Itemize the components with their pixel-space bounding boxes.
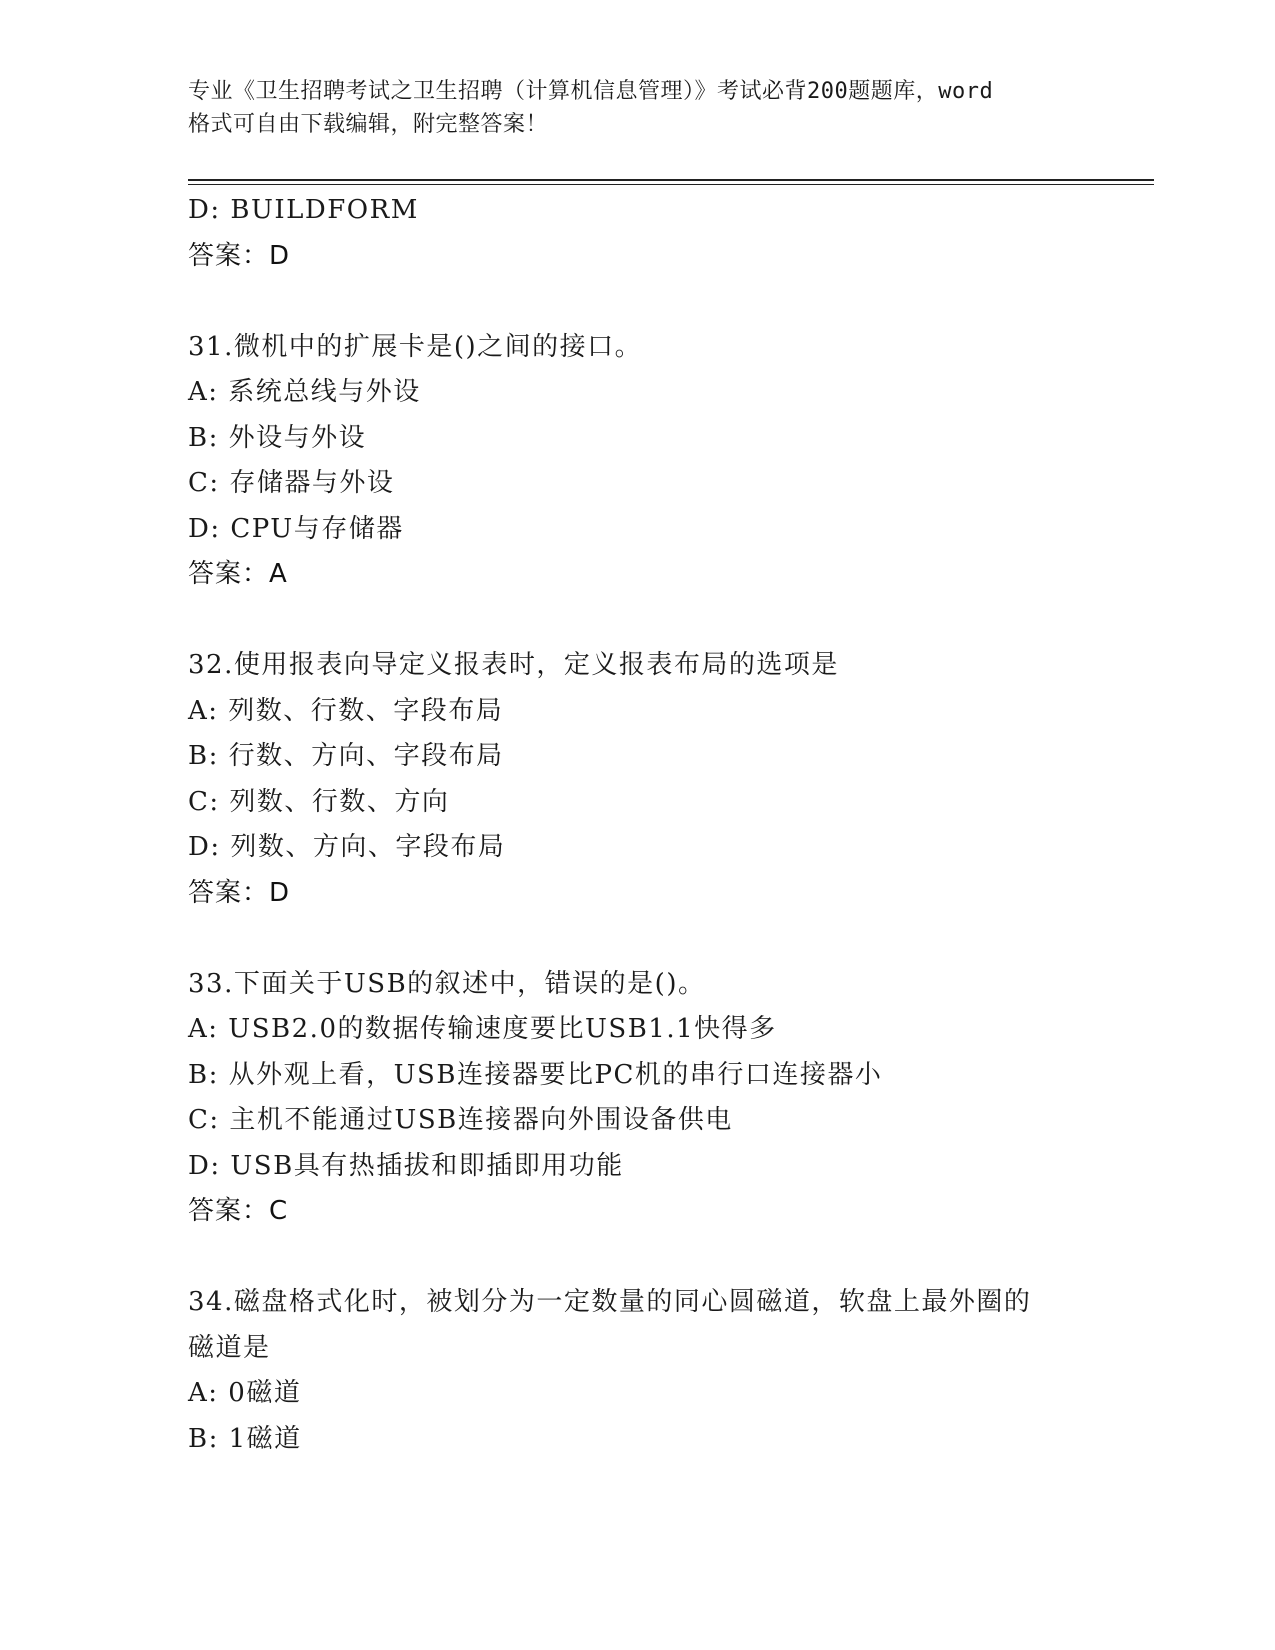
question-stem-line-1: 34.磁盘格式化时，被划分为一定数量的同心圆磁道，软盘上最外圈的 [188,1287,1032,1317]
option-a: A: 0磁道 [188,1378,302,1408]
header-divider-thick [188,179,1154,181]
option-c: C: 列数、行数、方向 [188,786,450,817]
question-32 [188,643,1148,916]
option-a: A: 列数、行数、字段布局 [188,695,504,726]
option-a: A: 系统总线与外设 [188,377,421,407]
option-d: D: BUILDFORM [188,195,419,225]
option-b: B: 从外观上看，USB连接器要比PC机的串行口连接器小 [188,1059,883,1090]
header-line-1: 专业《卫生招聘考试之卫生招聘（计算机信息管理）》考试必背200题题库，word [188,79,994,104]
document-header [188,75,1088,141]
question-stem: 33.下面关于USB的叙述中，错误的是()。 [188,968,706,999]
spacer [188,279,1148,325]
question-stem: 32.使用报表向导定义报表时，定义报表布局的选项是 [188,650,839,680]
option-b: B: 行数、方向、字段布局 [188,741,504,771]
header-line-2: 格式可自由下载编辑，附完整答案！ [188,112,549,137]
question-31 [188,325,1148,598]
spacer [188,1235,1148,1281]
option-c: C: 主机不能通过USB连接器向外围设备供电 [188,1105,733,1135]
spacer [188,598,1148,644]
header-divider-thin [188,184,1154,185]
question-stem: 31.微机中的扩展卡是()之间的接口。 [188,331,643,362]
question-stem-line-2: 磁道是 [188,1332,271,1363]
option-b: B: 外设与外设 [188,422,367,453]
option-d: D: 列数、方向、字段布局 [188,832,506,862]
option-a: A: USB2.0的数据传输速度要比USB1.1快得多 [188,1014,777,1044]
question-stem [188,1280,1148,1371]
option-b: B: 1磁道 [188,1423,302,1454]
answer-line: 答案：D [188,877,291,908]
question-34 [188,1280,1148,1462]
option-d: D: CPU与存储器 [188,513,404,544]
question-list [188,188,1148,1462]
answer-line: 答案：A [188,559,288,589]
question-33 [188,962,1148,1235]
option-c: C: 存储器与外设 [188,468,395,498]
option-d: D: USB具有热插拔和即插即用功能 [188,1150,624,1181]
answer-line: 答案：C [188,1196,289,1226]
answer-line: 答案：D [188,240,291,271]
previous-question-tail [188,188,1148,279]
spacer [188,916,1148,962]
